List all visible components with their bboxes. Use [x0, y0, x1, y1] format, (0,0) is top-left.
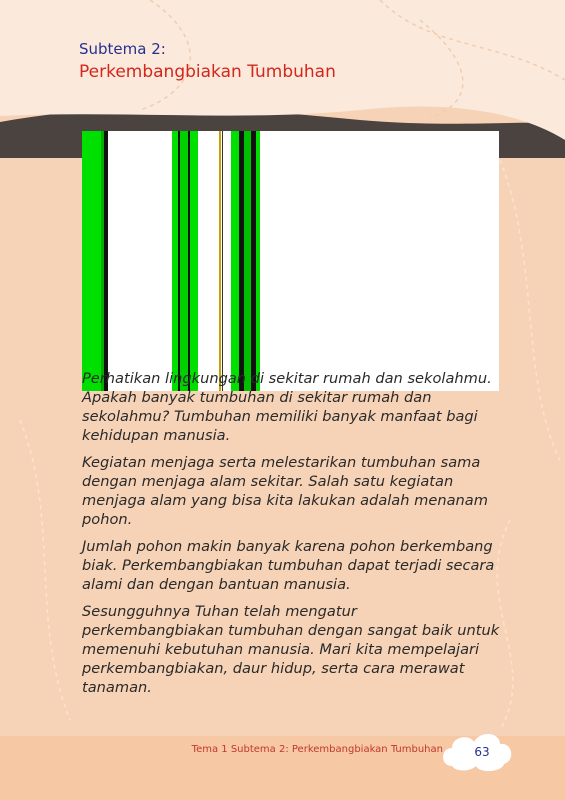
- paragraph: Sesungguhnya Tuhan telah mengatur perkembangbiakan tumbuhan dengan sangat baik untuk memenuhi kebutuhan manusia. Mari kita mempelajari perkembangbiakan, daur hidup, serta cara merawat tanaman.: [82, 603, 500, 696]
- paragraph: Perhatikan lingkungan di sekitar rumah dan sekolahmu. Apakah banyak tumbuhan di sekitar rumah dan sekolahmu? Tumbuhan memiliki banyak manfaat bagi kehidupan manusia.: [82, 370, 492, 444]
- running-footer: Tema 1 Subtema 2: Perkembangbiakan Tumbuhan: [191, 744, 443, 755]
- body-text: [82, 369, 502, 705]
- subtheme-label: Subtema 2:: [79, 40, 166, 58]
- page-title: Perkembangbiakan Tumbuhan: [79, 62, 336, 82]
- illustration-stripes: [82, 131, 499, 391]
- illustration-image: [82, 131, 499, 391]
- page-number: 63: [474, 745, 490, 759]
- paragraph: Jumlah pohon makin banyak karena pohon berkembang biak. Perkembangbiakan tumbuhan dapat terjadi secara alami dan dengan bantuan manusia.: [82, 538, 495, 593]
- paragraph: Kegiatan menjaga serta melestarikan tumbuhan sama dengan menjaga alam sekitar. Salah satu kegiatan menjaga alam yang bisa kita lakukan adalah menanam pohon.: [82, 454, 488, 528]
